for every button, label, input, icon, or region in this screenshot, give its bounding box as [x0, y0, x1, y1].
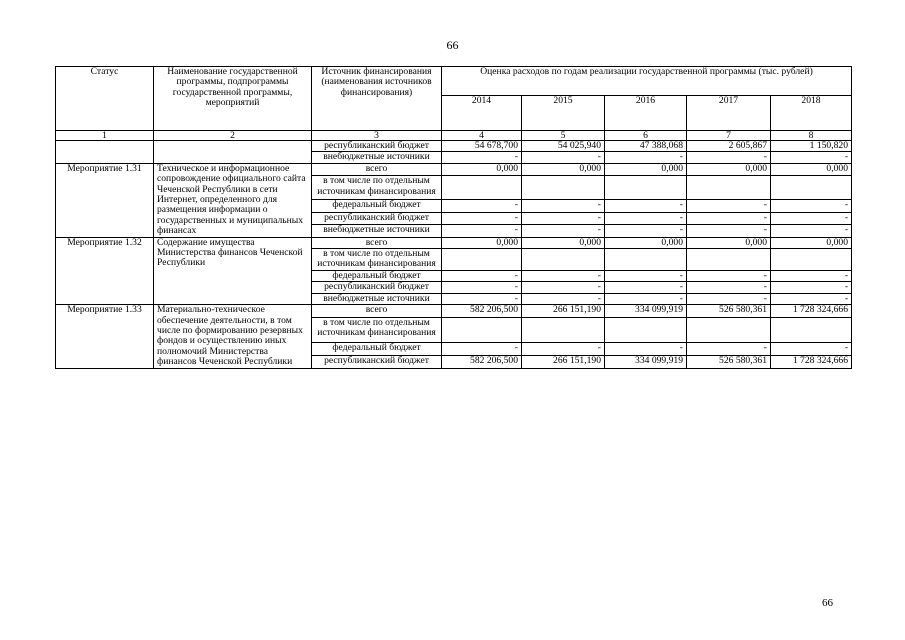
source-label: республиканский бюджет	[312, 212, 442, 224]
measure-name: Материально-техническое обеспечение деятельности, в том числе по формированию резервных фондов и осуществлению иных полномочий Министерства финансов Чеченской Республики	[154, 305, 312, 368]
value-cell: -	[771, 200, 852, 212]
value-cell: -	[442, 200, 522, 212]
value-cell: -	[605, 212, 687, 224]
value-cell: -	[522, 225, 605, 238]
source-label: федеральный бюджет	[312, 270, 442, 281]
value-cell: 266 151,190	[522, 355, 605, 368]
table-row	[56, 141, 852, 152]
value-cell: -	[771, 212, 852, 224]
col-number: 5	[522, 131, 605, 141]
header-estimate: Оценка расходов по годам реализации государственной программы (тыс. рублей)	[442, 67, 852, 96]
table-row	[56, 237, 852, 248]
value-cell: -	[442, 282, 522, 293]
value-cell: 0,000	[687, 163, 771, 175]
value-cell: 334 099,919	[605, 355, 687, 368]
col-number: 1	[56, 131, 154, 141]
header-year-2015: 2015	[522, 96, 605, 131]
source-label: федеральный бюджет	[312, 200, 442, 212]
source-label: федеральный бюджет	[312, 342, 442, 355]
value-cell: -	[522, 152, 605, 163]
col-number: 8	[771, 131, 852, 141]
value-cell: 526 580,361	[687, 355, 771, 368]
header-status: Статус	[56, 67, 154, 131]
source-label: внебюджетные источники	[312, 152, 442, 163]
source-label: республиканский бюджет	[312, 141, 442, 152]
value-cell: -	[687, 342, 771, 355]
value-cell: 2 605,867	[687, 141, 771, 152]
value-cell: 0,000	[771, 163, 852, 175]
value-cell: -	[687, 270, 771, 281]
value-cell: -	[687, 212, 771, 224]
value-cell: -	[687, 225, 771, 238]
measure-name: Содержание имущества Министерства финансов Чеченской Республики	[154, 237, 312, 304]
value-cell: 47 388,068	[605, 141, 687, 152]
value-cell: 582 206,500	[442, 355, 522, 368]
value-cell: 582 206,500	[442, 305, 522, 318]
header-source: Источник финансирования (наименования источников финансирования)	[312, 67, 442, 131]
value-cell: -	[442, 152, 522, 163]
value-cell: -	[442, 212, 522, 224]
col-number: 3	[312, 131, 442, 141]
value-cell: 54 678,700	[442, 141, 522, 152]
value-cell: -	[687, 293, 771, 304]
value-cell: 1 728 324,666	[771, 355, 852, 368]
value-cell: -	[522, 270, 605, 281]
header-year-2018: 2018	[771, 96, 852, 131]
value-cell: 0,000	[442, 237, 522, 248]
col-number: 6	[605, 131, 687, 141]
value-cell: -	[687, 282, 771, 293]
header-year-2014: 2014	[442, 96, 522, 131]
value-cell: -	[442, 342, 522, 355]
value-cell: -	[771, 225, 852, 238]
value-cell: 54 025,940	[522, 141, 605, 152]
value-cell: -	[771, 293, 852, 304]
value-cell: -	[605, 293, 687, 304]
value-cell: -	[687, 200, 771, 212]
value-cell: -	[771, 282, 852, 293]
value-cell: 0,000	[687, 237, 771, 248]
value-cell: -	[605, 342, 687, 355]
measure-name: Техническое и информационное сопровождение официального сайта Чеченской Республики в сети Интернет, определенного для размещения информации о государственных и муниципальных финансах	[154, 163, 312, 237]
value-cell: -	[522, 342, 605, 355]
value-cell: 1 150,820	[771, 141, 852, 152]
col-number: 2	[154, 131, 312, 141]
status-cell: Мероприятие 1.32	[56, 237, 154, 304]
header-year-2016: 2016	[605, 96, 687, 131]
source-label: республиканский бюджет	[312, 355, 442, 368]
value-cell: -	[771, 342, 852, 355]
value-cell: -	[442, 225, 522, 238]
header-year-2017: 2017	[687, 96, 771, 131]
source-label: всего	[312, 237, 442, 248]
table-row	[56, 305, 852, 318]
source-label: внебюджетные источники	[312, 225, 442, 238]
value-cell: -	[771, 270, 852, 281]
value-cell: -	[687, 152, 771, 163]
col-number: 7	[687, 131, 771, 141]
value-cell: -	[771, 152, 852, 163]
page-number-top: 66	[446, 38, 459, 52]
value-cell: 266 151,190	[522, 305, 605, 318]
value-cell: 334 099,919	[605, 305, 687, 318]
value-cell: 0,000	[605, 237, 687, 248]
value-cell: 1 728 324,666	[771, 305, 852, 318]
value-cell: 0,000	[522, 163, 605, 175]
col-number: 4	[442, 131, 522, 141]
value-cell: -	[605, 152, 687, 163]
value-cell: -	[605, 282, 687, 293]
value-cell: -	[522, 282, 605, 293]
source-label: республиканский бюджет	[312, 282, 442, 293]
value-cell: -	[522, 200, 605, 212]
status-cell: Мероприятие 1.33	[56, 305, 154, 368]
value-cell: 0,000	[771, 237, 852, 248]
value-cell: -	[442, 270, 522, 281]
source-label: в том числе по отдельным источникам финансирования	[312, 176, 442, 200]
header-name: Наименование государственной программы, подпрограммы государственной программы, мероприятий	[154, 67, 312, 131]
source-label: в том числе по отдельным источникам финансирования	[312, 318, 442, 343]
value-cell: 526 580,361	[687, 305, 771, 318]
page-number-bottom: 66	[822, 597, 833, 609]
value-cell: 0,000	[442, 163, 522, 175]
source-label: в том числе по отдельным источникам финансирования	[312, 249, 442, 271]
value-cell: 0,000	[605, 163, 687, 175]
budget-table	[55, 66, 852, 369]
value-cell: 0,000	[522, 237, 605, 248]
source-label: внебюджетные источники	[312, 293, 442, 304]
value-cell: -	[605, 200, 687, 212]
status-cell: Мероприятие 1.31	[56, 163, 154, 237]
source-label: всего	[312, 163, 442, 175]
source-label: всего	[312, 305, 442, 318]
table-row	[56, 163, 852, 175]
value-cell: -	[605, 225, 687, 238]
value-cell: -	[522, 212, 605, 224]
value-cell: -	[605, 270, 687, 281]
value-cell: -	[442, 293, 522, 304]
value-cell: -	[522, 293, 605, 304]
